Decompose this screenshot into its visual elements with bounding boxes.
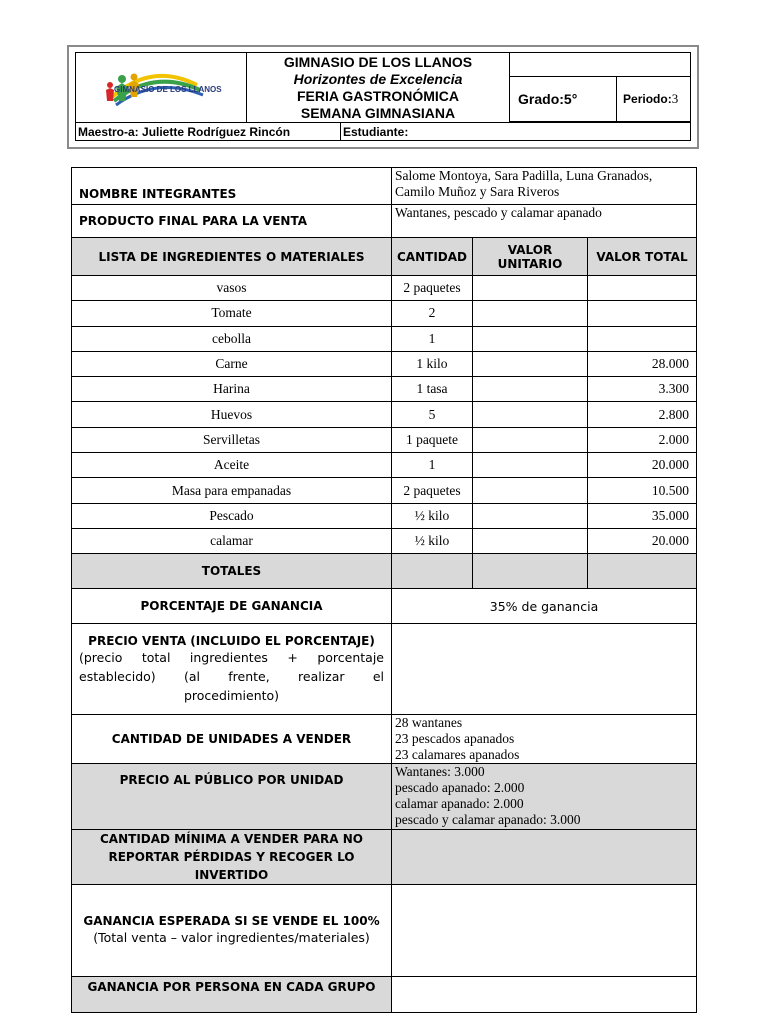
- ingredient-row: [72, 402, 697, 427]
- ingredient-total-value: 20.000: [588, 453, 697, 478]
- ingredient-total-value: [588, 326, 697, 351]
- totals-total-cell: [588, 554, 697, 589]
- ingredient-row: [72, 276, 697, 301]
- ingredient-quantity: 1 paquete: [392, 427, 473, 452]
- sale-price-label-cell: [72, 624, 392, 715]
- header-table: [75, 52, 691, 141]
- form-table: [71, 167, 697, 1013]
- ingredient-name: Pescado: [72, 503, 392, 528]
- col-ingredients-label: LISTA DE INGREDIENTES O MATERIALES: [98, 249, 365, 264]
- ingredient-quantity: 1 tasa: [392, 377, 473, 402]
- ingredient-unit-value: [473, 453, 588, 478]
- members-line-2: Camilo Muñoz y Sara Riveros: [395, 184, 560, 199]
- ingredient-row: [72, 427, 697, 452]
- sale-price-sub: (precio total ingredientes + porcentaje establecido) (al frente, realizar el procedimiento): [79, 649, 384, 703]
- units-line-1: 28 wantanes: [395, 715, 463, 731]
- ingredient-total-value: 2.800: [588, 402, 697, 427]
- ingredient-row: [72, 377, 697, 402]
- profit-pct-value-cell: [392, 589, 697, 624]
- ingredient-total-value: 10.500: [588, 478, 697, 503]
- ingredient-name: Tomate: [72, 301, 392, 326]
- ingredient-total-value: [588, 301, 697, 326]
- expected-profit-label-cell: [72, 885, 392, 977]
- student-cell: [341, 123, 691, 141]
- members-label: NOMBRE INTEGRANTES: [79, 187, 237, 201]
- ingredient-row: [72, 453, 697, 478]
- min-qty-value-cell: [392, 830, 697, 885]
- ingredient-row: [72, 326, 697, 351]
- ingredient-name: cebolla: [72, 326, 392, 351]
- grade-cell: [510, 77, 617, 122]
- ingredient-row: [72, 301, 697, 326]
- col-quantity-label: CANTIDAD: [397, 249, 467, 264]
- totals-label: TOTALES: [201, 564, 262, 579]
- expected-profit-sub: (Total venta – valor ingredientes/materiales): [93, 930, 370, 946]
- ingredient-unit-value: [473, 276, 588, 301]
- unit-price-line-2: pescado apanado: 2.000: [395, 780, 525, 796]
- units-line-3: 23 calamares apanados: [395, 747, 520, 763]
- ingredient-unit-value: [473, 402, 588, 427]
- teacher-cell: [76, 123, 341, 141]
- header-blank-cell: [510, 53, 691, 77]
- per-person-label-cell: [72, 977, 392, 1013]
- totals-label-cell: [72, 554, 392, 589]
- unit-price-label: PRECIO AL PÚBLICO POR UNIDAD: [119, 773, 344, 788]
- per-person-label: GANANCIA POR PERSONA EN CADA GRUPO: [87, 980, 376, 995]
- logo-text: GIMNASIO DE LOS LLANOS: [114, 85, 222, 94]
- ingredient-unit-value: [473, 478, 588, 503]
- min-qty-label-line1: CANTIDAD MÍNIMA A VENDER PARA NO: [100, 832, 363, 847]
- student-label: Estudiante:: [343, 124, 409, 139]
- ingredient-unit-value: [473, 351, 588, 376]
- expected-profit-value-cell: [392, 885, 697, 977]
- col-quantity-header: [392, 238, 473, 276]
- sale-price-label: PRECIO VENTA (INCLUIDO EL PORCENTAJE): [88, 633, 375, 648]
- unit-price-line-1: Wantanes: 3.000: [395, 764, 485, 780]
- teacher-label: Maestro-a: Juliette Rodríguez Rincón: [78, 124, 291, 139]
- col-total-value-label: VALOR TOTAL: [596, 249, 688, 264]
- logo-cell: [76, 53, 247, 123]
- grade-label: Grado:5°: [518, 91, 578, 107]
- ingredient-rows: [72, 276, 697, 554]
- ingredient-row: [72, 351, 697, 376]
- ingredient-unit-value: [473, 528, 588, 553]
- totals-unit-cell: [473, 554, 588, 589]
- members-label-cell: [72, 168, 392, 205]
- ingredient-row: [72, 503, 697, 528]
- ingredient-total-value: 3.300: [588, 377, 697, 402]
- profit-pct-label-cell: [72, 589, 392, 624]
- period-label: Periodo:: [623, 92, 672, 106]
- ingredient-total-value: 20.000: [588, 528, 697, 553]
- profit-pct-label: PORCENTAJE DE GANANCIA: [140, 599, 323, 614]
- min-qty-label-line2: REPORTAR PÉRDIDAS Y RECOGER LO INVERTIDO: [108, 850, 355, 883]
- ingredient-quantity: ½ kilo: [392, 528, 473, 553]
- col-ingredients-header: [72, 238, 392, 276]
- ingredient-quantity: 1: [392, 326, 473, 351]
- school-motto: Horizontes de Excelencia: [293, 70, 463, 87]
- ingredient-quantity: 2: [392, 301, 473, 326]
- event-week: SEMANA GIMNASIANA: [300, 104, 456, 121]
- product-label: PRODUCTO FINAL PARA LA VENTA: [79, 214, 307, 228]
- ingredient-quantity: 1 kilo: [392, 351, 473, 376]
- event-name: FERIA GASTRONÓMICA: [296, 87, 460, 104]
- ingredient-name: Huevos: [72, 402, 392, 427]
- per-person-value-cell: [392, 977, 697, 1013]
- ingredient-name: Servilletas: [72, 427, 392, 452]
- ingredient-name: calamar: [72, 528, 392, 553]
- ingredient-name: Masa para empanadas: [72, 478, 392, 503]
- ingredient-unit-value: [473, 427, 588, 452]
- ingredient-unit-value: [473, 377, 588, 402]
- ingredient-quantity: 2 paquetes: [392, 478, 473, 503]
- units-label: CANTIDAD DE UNIDADES A VENDER: [111, 732, 352, 747]
- totals-quantity-cell: [392, 554, 473, 589]
- period-value: 3: [671, 91, 679, 106]
- period-cell: [617, 77, 691, 122]
- ingredient-unit-value: [473, 326, 588, 351]
- col-total-value-header: [588, 238, 697, 276]
- ingredient-quantity: 2 paquetes: [392, 276, 473, 301]
- ingredient-total-value: 2.000: [588, 427, 697, 452]
- ingredient-total-value: 35.000: [588, 503, 697, 528]
- unit-price-label-cell: [72, 764, 392, 830]
- school-logo: [92, 57, 252, 117]
- ingredient-name: Aceite: [72, 453, 392, 478]
- ingredient-unit-value: [473, 301, 588, 326]
- ingredient-quantity: 1: [392, 453, 473, 478]
- ingredient-total-value: 28.000: [588, 351, 697, 376]
- ingredient-name: vasos: [72, 276, 392, 301]
- units-line-2: 23 pescados apanados: [395, 731, 515, 747]
- ingredient-quantity: ½ kilo: [392, 503, 473, 528]
- product-label-cell: [72, 205, 392, 238]
- product-value-cell: [392, 205, 697, 238]
- unit-price-value-cell: [392, 764, 697, 830]
- units-value-cell: [392, 715, 697, 764]
- ingredient-name: Carne: [72, 351, 392, 376]
- ingredient-unit-value: [473, 503, 588, 528]
- ingredient-row: [72, 478, 697, 503]
- product-value: Wantanes, pescado y calamar apanado: [395, 205, 602, 220]
- sale-price-value-cell: [392, 624, 697, 715]
- ingredient-name: Harina: [72, 377, 392, 402]
- ingredient-quantity: 5: [392, 402, 473, 427]
- col-unit-value-header: [473, 238, 588, 276]
- min-qty-label-cell: [72, 830, 392, 885]
- col-unit-value-line2: UNITARIO: [497, 256, 563, 271]
- units-label-cell: [72, 715, 392, 764]
- expected-profit-label: GANANCIA ESPERADA SI SE VENDE EL 100%: [83, 914, 380, 929]
- unit-price-line-4: pescado y calamar apanado: 3.000: [395, 812, 581, 828]
- unit-price-line-3: calamar apanado: 2.000: [395, 796, 524, 812]
- school-name: GIMNASIO DE LOS LLANOS: [283, 53, 473, 70]
- ingredient-row: [72, 528, 697, 553]
- members-line-1: Salome Montoya, Sara Padilla, Luna Granados,: [395, 168, 653, 183]
- profit-pct-value: 35% de ganancia: [489, 598, 599, 614]
- members-value-cell: [392, 168, 697, 205]
- ingredient-total-value: [588, 276, 697, 301]
- col-unit-value-line1: VALOR: [507, 242, 553, 257]
- title-cell: [247, 53, 510, 123]
